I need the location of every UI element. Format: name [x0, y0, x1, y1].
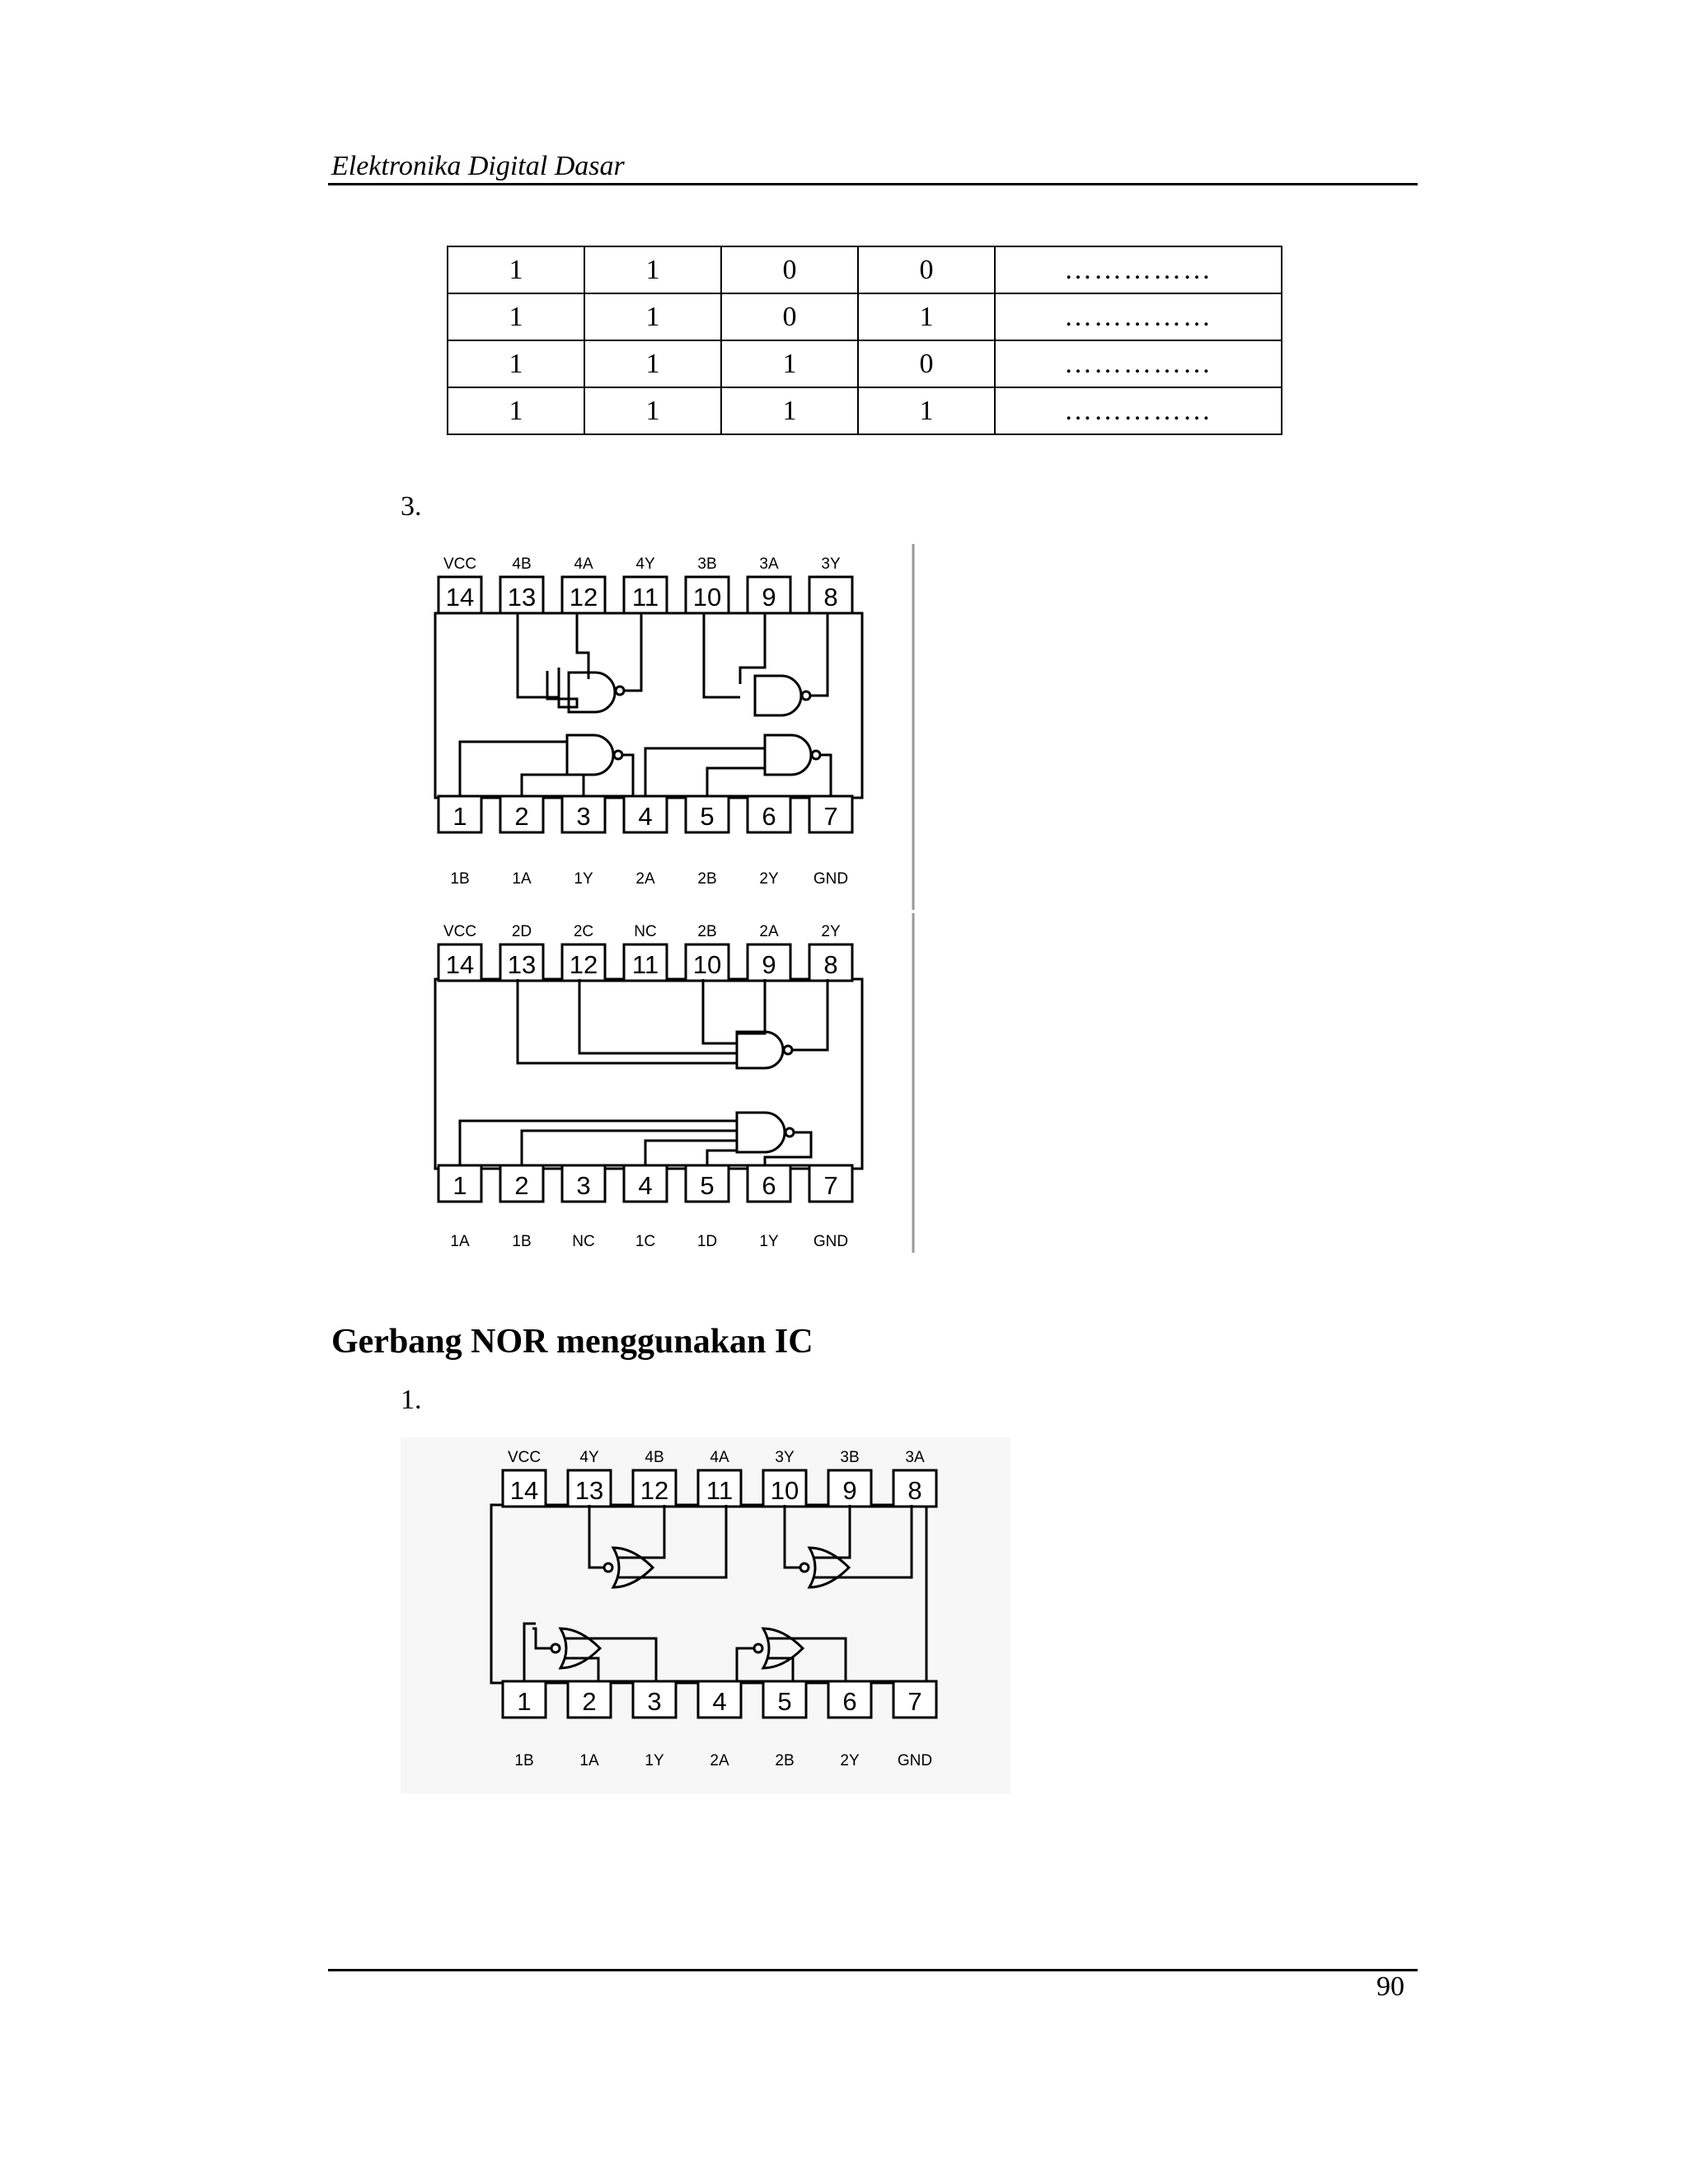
nor-gate-1	[560, 1629, 600, 1668]
ic-pin-label: 4B	[512, 555, 532, 573]
table-cell: 0	[858, 246, 995, 293]
ic-pin-number: 12	[569, 583, 598, 612]
ic-pin-number: 7	[907, 1687, 922, 1716]
ic-pin-number: 4	[638, 802, 653, 831]
ic-pin-number: 9	[762, 950, 776, 979]
ic-pin-label: 3B	[840, 1449, 860, 1466]
ic-pin-label: 4B	[645, 1449, 664, 1466]
ic-pin-number: 12	[640, 1476, 669, 1505]
ic-pin-label: 2C	[573, 923, 594, 940]
ic-nand-quad-diagram	[402, 544, 915, 910]
table-row	[448, 293, 1282, 340]
ic-pin-label: 3Y	[775, 1449, 795, 1466]
ic-pin-number: 3	[576, 802, 591, 831]
ic-pin-number: 13	[507, 950, 537, 979]
ic-pin-number: 13	[507, 583, 537, 612]
running-header: Elektronika Digital Dasar	[331, 151, 625, 181]
ic-nor-quad-diagram	[401, 1437, 1010, 1793]
ic-pin-number: 7	[823, 1171, 838, 1200]
ic-pin-number: 9	[762, 583, 776, 612]
ic-pin-label: 3B	[697, 555, 717, 573]
ic-pin-label: 2Y	[840, 1752, 860, 1769]
ic-pin-label: VCC	[507, 1449, 542, 1466]
nand-gate-2	[737, 1032, 783, 1068]
ic-pin-label: 1B	[512, 1233, 532, 1250]
ic-pin-number: 6	[762, 802, 776, 831]
gate-wiring	[460, 613, 831, 796]
table-cell: 1	[584, 246, 721, 293]
ic-pin-label: 3A	[759, 555, 779, 573]
ic-pin-number: 9	[842, 1476, 857, 1505]
ic-pin-number: 3	[576, 1171, 591, 1200]
ic-pin-number: 2	[514, 1171, 529, 1200]
ic-pin-number: 6	[842, 1687, 857, 1716]
list-number: 3.	[401, 491, 422, 522]
ic-pin-label: 2Y	[821, 923, 841, 940]
ic-pin-number: 1	[452, 1171, 467, 1200]
ic-pin-number: 14	[445, 950, 475, 979]
ic-pin-number: 1	[517, 1687, 532, 1716]
ic-pin-number: 4	[638, 1171, 653, 1200]
ic-pin-label: 2B	[775, 1752, 795, 1769]
ic-pin-label: 1C	[635, 1233, 656, 1250]
ic-pin-label: 2A	[710, 1752, 729, 1769]
ic-pin-label: 2Y	[759, 870, 779, 888]
ic-pin-number: 3	[647, 1687, 662, 1716]
ic-pin-label: 2A	[759, 923, 779, 940]
table-cell: 1	[858, 387, 995, 434]
nand-gate-1	[737, 1113, 785, 1152]
nor-gate-4	[613, 1548, 653, 1587]
ic-pin-number: 8	[823, 950, 838, 979]
ic-pin-number: 2	[514, 802, 529, 831]
ic-pin-label: VCC	[443, 923, 477, 940]
ic-pin-number: 5	[700, 1171, 715, 1200]
list-number: 1.	[401, 1385, 422, 1415]
table-cell: 1	[584, 340, 721, 387]
table-cell: 0	[721, 293, 858, 340]
nand-gate-3	[755, 676, 801, 715]
ic-pin-number: 7	[823, 802, 838, 831]
nor-gate-3	[809, 1548, 849, 1587]
ic-pin-number: 10	[692, 583, 722, 612]
ic-nand-dual-diagram	[402, 913, 915, 1253]
ic-pin-label: 1Y	[759, 1233, 779, 1250]
footer-divider	[328, 1969, 1418, 1971]
ic-pin-label: 2D	[511, 923, 532, 940]
ic-pin-label: 2A	[635, 870, 655, 888]
ic-pin-number: 12	[569, 950, 598, 979]
ic-pin-label: NC	[634, 923, 657, 940]
ic-pin-label: 1B	[514, 1752, 534, 1769]
output-blank-cell: ……………	[995, 340, 1282, 387]
ic-pin-number: 14	[445, 583, 475, 612]
header-divider	[328, 183, 1418, 185]
gate-wiring	[460, 979, 828, 1165]
ic-pin-number: 5	[700, 802, 715, 831]
ic-pin-number: 4	[712, 1687, 727, 1716]
table-cell: 1	[584, 293, 721, 340]
table-cell: 1	[584, 387, 721, 434]
table-row	[448, 246, 1282, 293]
table-cell: 1	[858, 293, 995, 340]
ic-pin-number: 11	[631, 950, 659, 979]
output-blank-cell: ……………	[995, 246, 1282, 293]
ic-pin-number: 5	[777, 1687, 792, 1716]
ic-pin-label: VCC	[443, 555, 477, 573]
nand-gate-1	[567, 735, 613, 775]
ic-pin-number: 8	[823, 583, 838, 612]
table-row	[448, 387, 1282, 434]
table-cell: 1	[448, 246, 584, 293]
ic-pin-label: GND	[813, 870, 849, 888]
ic-pin-label: 3A	[905, 1449, 925, 1466]
ic-pin-label: NC	[572, 1233, 595, 1250]
ic-pin-label: GND	[897, 1752, 933, 1769]
ic-pin-number: 1	[452, 802, 467, 831]
ic-pin-number: 10	[692, 950, 722, 979]
ic-pin-number: 10	[770, 1476, 799, 1505]
nand-gate-2	[765, 735, 811, 775]
ic-pin-number: 2	[582, 1687, 597, 1716]
ic-pin-label: 4A	[574, 555, 593, 573]
section-heading: Gerbang NOR menggunakan IC	[331, 1323, 814, 1361]
table-cell: 0	[858, 340, 995, 387]
ic-pin-label: 1A	[450, 1233, 470, 1250]
ic-pin-number: 13	[574, 1476, 604, 1505]
ic-pin-label: 3Y	[821, 555, 841, 573]
ic-pin-number: 14	[509, 1476, 539, 1505]
table-cell: 1	[448, 387, 584, 434]
nor-gate-2	[763, 1629, 803, 1668]
table-cell: 1	[721, 387, 858, 434]
ic-pin-label: 1Y	[645, 1752, 664, 1769]
ic-pin-label: 4A	[710, 1449, 729, 1466]
ic-pin-number: 6	[762, 1171, 776, 1200]
ic-pin-label: 1A	[579, 1752, 599, 1769]
table-cell: 1	[448, 293, 584, 340]
ic-pin-label: GND	[813, 1233, 849, 1250]
ic-pin-number: 8	[907, 1476, 922, 1505]
ic-pin-label: 2B	[697, 870, 717, 888]
table-cell: 1	[721, 340, 858, 387]
ic-pin-number: 11	[631, 583, 659, 612]
ic-pin-label: 1Y	[574, 870, 593, 888]
ic-pin-label: 1D	[696, 1233, 718, 1250]
truth-table	[447, 246, 1282, 435]
gate-wiring	[524, 1505, 912, 1681]
ic-pin-number: 11	[706, 1476, 734, 1505]
table-cell: 0	[721, 246, 858, 293]
table-cell: 1	[448, 340, 584, 387]
table-row	[448, 340, 1282, 387]
ic-pin-label: 4Y	[579, 1449, 599, 1466]
ic-pin-label: 1A	[512, 870, 532, 888]
output-blank-cell: ……………	[995, 293, 1282, 340]
ic-pin-label: 1B	[450, 870, 470, 888]
page-number: 90	[1376, 1971, 1404, 2002]
ic-pin-label: 4Y	[635, 555, 655, 573]
ic-pin-label: 2B	[697, 923, 717, 940]
output-blank-cell: ……………	[995, 387, 1282, 434]
